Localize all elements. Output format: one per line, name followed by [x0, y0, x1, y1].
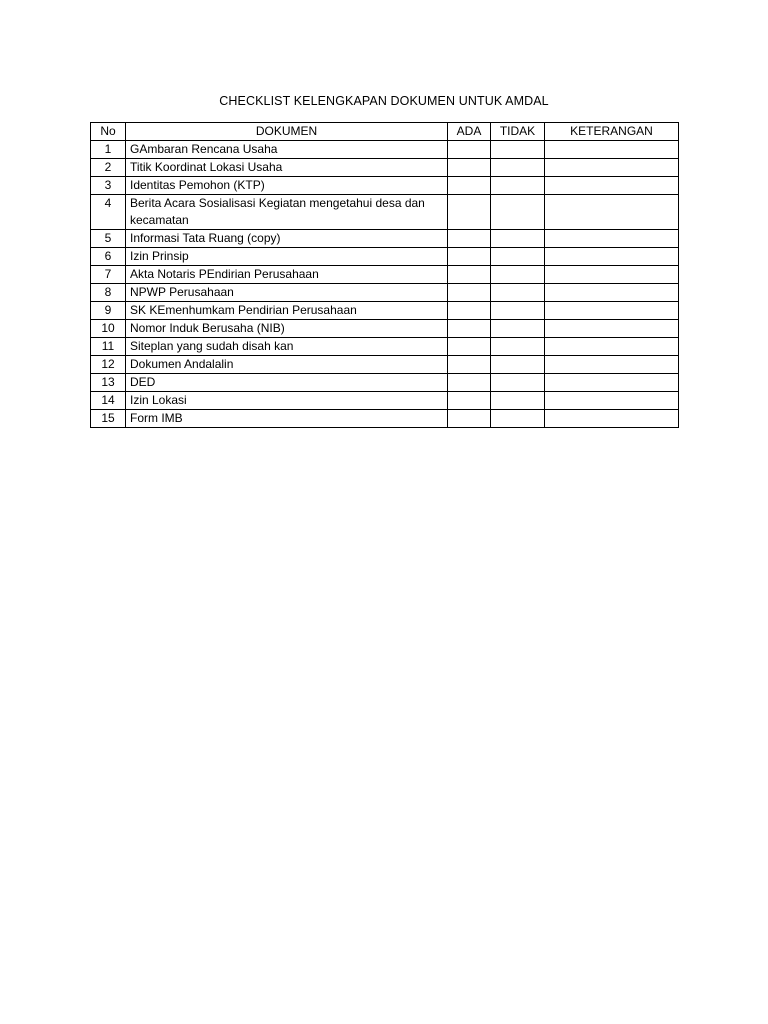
cell-keterangan — [545, 320, 679, 338]
cell-dokumen: Nomor Induk Berusaha (NIB) — [126, 320, 448, 338]
cell-keterangan — [545, 338, 679, 356]
cell-keterangan — [545, 410, 679, 428]
cell-no: 12 — [91, 356, 126, 374]
table-row — [91, 392, 679, 410]
table-row — [91, 302, 679, 320]
table-row — [91, 159, 679, 177]
cell-no: 4 — [91, 195, 126, 230]
cell-no: 3 — [91, 177, 126, 195]
cell-dokumen: Izin Prinsip — [126, 248, 448, 266]
cell-ada — [448, 374, 491, 392]
table-row — [91, 248, 679, 266]
cell-keterangan — [545, 356, 679, 374]
cell-keterangan — [545, 177, 679, 195]
cell-dokumen: Identitas Pemohon (KTP) — [126, 177, 448, 195]
header-tidak: TIDAK — [491, 123, 545, 141]
cell-tidak — [491, 266, 545, 284]
cell-ada — [448, 302, 491, 320]
cell-ada — [448, 248, 491, 266]
cell-tidak — [491, 284, 545, 302]
cell-tidak — [491, 302, 545, 320]
table-row — [91, 230, 679, 248]
cell-tidak — [491, 248, 545, 266]
cell-dokumen: NPWP Perusahaan — [126, 284, 448, 302]
cell-no: 13 — [91, 374, 126, 392]
cell-no: 5 — [91, 230, 126, 248]
cell-ada — [448, 338, 491, 356]
table-row — [91, 356, 679, 374]
table-row — [91, 177, 679, 195]
cell-no: 8 — [91, 284, 126, 302]
cell-dokumen: Izin Lokasi — [126, 392, 448, 410]
table-row — [91, 320, 679, 338]
cell-ada — [448, 177, 491, 195]
cell-tidak — [491, 392, 545, 410]
cell-keterangan — [545, 248, 679, 266]
cell-dokumen: Akta Notaris PEndirian Perusahaan — [126, 266, 448, 284]
cell-tidak — [491, 338, 545, 356]
cell-tidak — [491, 141, 545, 159]
cell-keterangan — [545, 230, 679, 248]
cell-dokumen: DED — [126, 374, 448, 392]
cell-dokumen: Form IMB — [126, 410, 448, 428]
cell-ada — [448, 159, 491, 177]
cell-keterangan — [545, 195, 679, 230]
cell-no: 10 — [91, 320, 126, 338]
cell-ada — [448, 410, 491, 428]
cell-tidak — [491, 177, 545, 195]
cell-keterangan — [545, 284, 679, 302]
cell-no: 6 — [91, 248, 126, 266]
cell-dokumen: SK KEmenhumkam Pendirian Perusahaan — [126, 302, 448, 320]
cell-keterangan — [545, 392, 679, 410]
table-body — [91, 141, 679, 428]
cell-dokumen: Informasi Tata Ruang (copy) — [126, 230, 448, 248]
cell-no: 11 — [91, 338, 126, 356]
cell-ada — [448, 195, 491, 230]
cell-no: 1 — [91, 141, 126, 159]
cell-tidak — [491, 230, 545, 248]
cell-keterangan — [545, 159, 679, 177]
cell-keterangan — [545, 141, 679, 159]
cell-tidak — [491, 356, 545, 374]
page-title: CHECKLIST KELENGKAPAN DOKUMEN UNTUK AMDAL — [219, 94, 549, 108]
cell-dokumen: Titik Koordinat Lokasi Usaha — [126, 159, 448, 177]
cell-tidak — [491, 320, 545, 338]
cell-no: 9 — [91, 302, 126, 320]
header-row — [91, 123, 679, 141]
table-row — [91, 374, 679, 392]
cell-ada — [448, 141, 491, 159]
table-header — [91, 123, 679, 141]
table-row — [91, 266, 679, 284]
cell-ada — [448, 284, 491, 302]
cell-ada — [448, 320, 491, 338]
cell-dokumen: GAmbaran Rencana Usaha — [126, 141, 448, 159]
cell-no: 14 — [91, 392, 126, 410]
cell-no: 15 — [91, 410, 126, 428]
cell-ada — [448, 392, 491, 410]
cell-dokumen: Dokumen Andalalin — [126, 356, 448, 374]
table-row — [91, 284, 679, 302]
cell-ada — [448, 230, 491, 248]
cell-tidak — [491, 410, 545, 428]
header-no: No — [91, 123, 126, 141]
cell-keterangan — [545, 374, 679, 392]
cell-dokumen: Berita Acara Sosialisasi Kegiatan mengetahui desa dan kecamatan — [126, 195, 448, 230]
cell-ada — [448, 266, 491, 284]
cell-keterangan — [545, 302, 679, 320]
table-row — [91, 410, 679, 428]
header-ada: ADA — [448, 123, 491, 141]
cell-dokumen: Siteplan yang sudah disah kan — [126, 338, 448, 356]
table-row — [91, 338, 679, 356]
cell-ada — [448, 356, 491, 374]
cell-tidak — [491, 374, 545, 392]
cell-tidak — [491, 195, 545, 230]
header-keterangan: KETERANGAN — [545, 123, 679, 141]
cell-no: 7 — [91, 266, 126, 284]
header-dokumen: DOKUMEN — [126, 123, 448, 141]
cell-no: 2 — [91, 159, 126, 177]
table-row — [91, 141, 679, 159]
checklist-table — [90, 122, 679, 428]
cell-keterangan — [545, 266, 679, 284]
cell-tidak — [491, 159, 545, 177]
table-row — [91, 195, 679, 230]
